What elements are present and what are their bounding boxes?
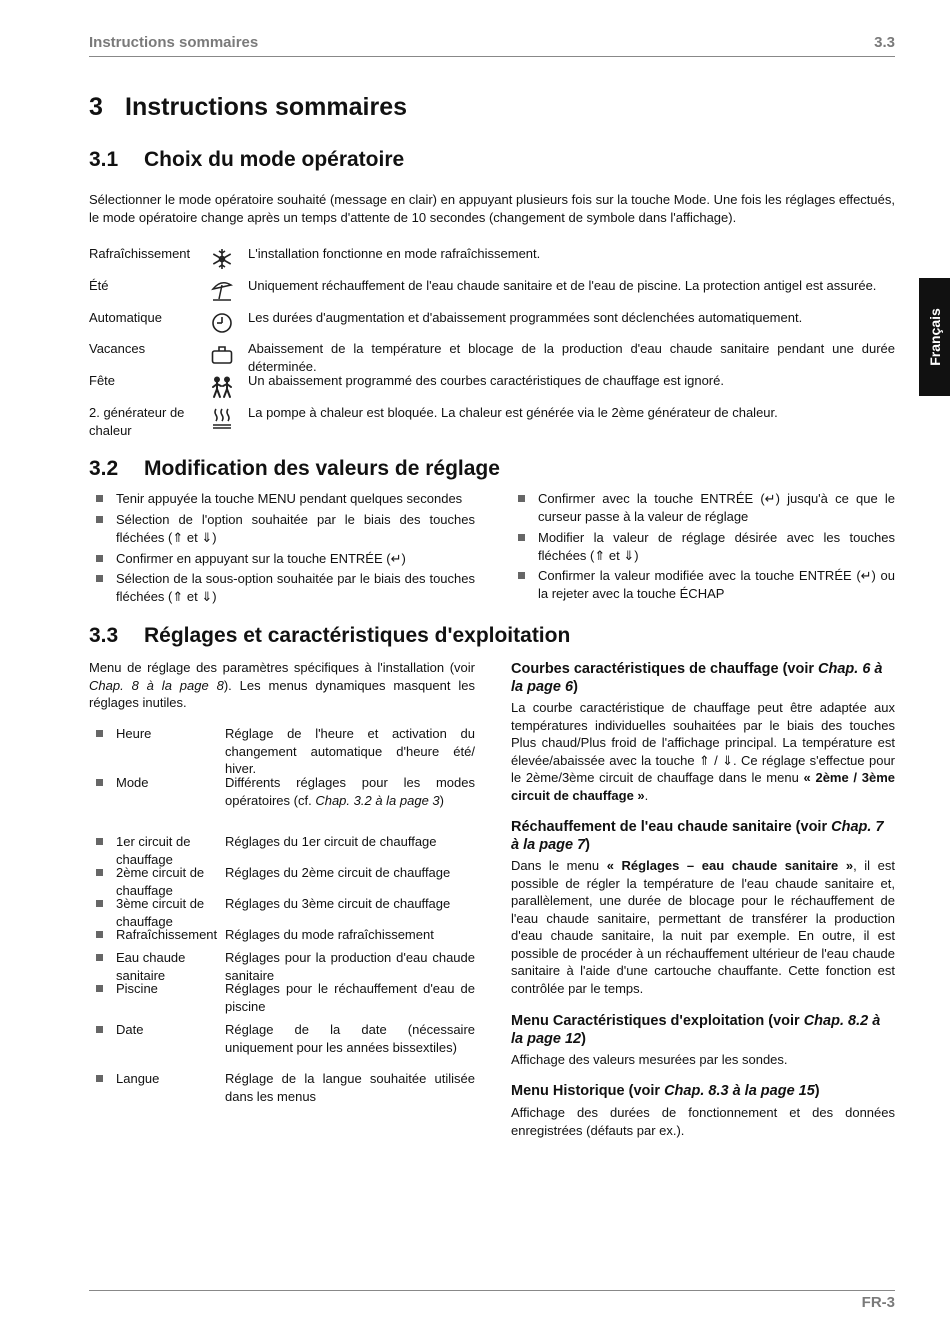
mode-label: Été bbox=[89, 278, 109, 293]
menu-label: Piscine bbox=[116, 981, 158, 996]
list-item: Confirmer en appuyant sur la touche ENTRÉE (↵) bbox=[116, 550, 475, 568]
menu-description: Réglage de la langue souhaitée utilisée dans les menus bbox=[225, 1071, 475, 1104]
mode-label: Fête bbox=[89, 373, 116, 388]
language-tab bbox=[919, 278, 950, 396]
umbrella-icon bbox=[210, 279, 234, 303]
mode-description: Les durées d'augmentation et d'abaissement programmées sont déclenchées automatiquement. bbox=[248, 310, 803, 325]
menu-description: Réglage de l'heure et activation du changement automatique d'heure été/ hiver. bbox=[225, 726, 475, 776]
running-header-title: Instructions sommaires bbox=[89, 34, 259, 51]
menu-label: 1er circuit de chauffage bbox=[116, 833, 216, 868]
subheading-exploitation: Menu Caractéristiques d'exploitation (voir Chap. 8.2 à la page 12) bbox=[511, 1013, 881, 1047]
party-icon bbox=[210, 376, 234, 400]
page-number: FR-3 bbox=[861, 1294, 895, 1311]
running-header-section: 3.3 bbox=[874, 34, 895, 51]
header-rule bbox=[89, 56, 895, 57]
cross-reference: Chap. 7 à la page 7 bbox=[511, 819, 884, 853]
menu-label: Date bbox=[116, 1022, 144, 1037]
cross-reference: Chap. 8 à la page 8 bbox=[89, 677, 224, 693]
menu-description: Réglages du mode rafraîchissement bbox=[225, 927, 434, 942]
mode-label: 2. générateur de chaleur bbox=[89, 405, 185, 438]
suitcase-icon bbox=[210, 343, 234, 367]
menu-label: 3ème circuit de chauffage bbox=[116, 895, 216, 930]
chapter-heading: 3 Instructions sommaires bbox=[89, 93, 408, 121]
list-item: Confirmer avec la touche ENTRÉE (↵) jusqu'à ce que le curseur passe à la valeur de réglage bbox=[538, 491, 895, 524]
menu-label: Langue bbox=[116, 1071, 160, 1086]
menu-description: Différents réglages pour les modes opératoires (cf. Chap. 3.2 à la page 3) bbox=[225, 775, 475, 808]
mode-label: Vacances bbox=[89, 341, 146, 356]
mode-description: Un abaissement programmé des courbes caractéristiques de chauffage est ignoré. bbox=[248, 373, 724, 388]
mode-description: Abaissement de la température et blocage de la production d'eau chaude sanitaire pendant une durée déterminée. bbox=[248, 341, 895, 374]
mode-description: La pompe à chaleur est bloquée. La chaleur est générée via le 2ème générateur de chaleur. bbox=[248, 405, 778, 420]
list-item: Tenir appuyée la touche MENU pendant quelques secondes bbox=[116, 490, 475, 508]
language-tab-label: Français bbox=[926, 308, 943, 366]
menu-description: Réglages pour la production d'eau chaude sanitaire bbox=[225, 950, 475, 983]
menu-label: Heure bbox=[116, 726, 152, 741]
menu-description: Réglages du 2ème circuit de chauffage bbox=[225, 865, 451, 880]
subheading-rechauffement: Réchauffement de l'eau chaude sanitaire (voir Chap. 7 à la page 7) bbox=[511, 819, 884, 853]
mode-label: Rafraîchissement bbox=[89, 246, 191, 261]
heat-generator-icon bbox=[210, 406, 234, 430]
snowflake-icon bbox=[210, 247, 234, 271]
menu-label: 2ème circuit de chauffage bbox=[116, 864, 216, 899]
clock-icon bbox=[210, 311, 234, 335]
menu-description: Réglages du 1er circuit de chauffage bbox=[225, 834, 437, 849]
cross-reference: Chap. 8.2 à la page 12 bbox=[511, 1013, 881, 1047]
section-3-3-heading: 3.3 Réglages et caractéristiques d'exploitation bbox=[89, 624, 571, 647]
cross-reference: Chap. 6 à la page 6 bbox=[511, 661, 883, 695]
list-item: Sélection de la sous-option souhaitée par le biais des touches fléchées (⇑ et ⇓) bbox=[116, 571, 475, 604]
menu-label: Mode bbox=[116, 775, 149, 790]
mode-label: Automatique bbox=[89, 310, 162, 325]
paragraph-exploitation: Affichage des valeurs mesurées par les sondes. bbox=[511, 1052, 788, 1067]
paragraph-historique: Affichage des durées de fonctionnement et des données enregistrées (défauts par ex.). bbox=[511, 1105, 895, 1138]
section-3-3-intro: Menu de réglage des paramètres spécifiques à l'installation (voir Chap. 8 à la page 8). Les menus dynamiques masquent les réglages inutiles. bbox=[89, 660, 475, 710]
menu-description: Réglage de la date (nécessaire uniquement pour les années bissextiles) bbox=[225, 1022, 475, 1055]
list-item: Sélection de l'option souhaitée par le biais des touches fléchées (⇑ et ⇓) bbox=[116, 512, 475, 545]
cross-reference: Chap. 3.2 à la page 3 bbox=[315, 792, 440, 808]
mode-description: Uniquement réchauffement de l'eau chaude sanitaire et de l'eau de piscine. La protection antigel est assurée. bbox=[248, 278, 877, 293]
menu-label: Eau chaude sanitaire bbox=[116, 949, 206, 984]
section-3-2-heading: 3.2 Modification des valeurs de réglage bbox=[89, 457, 500, 480]
list-item: Confirmer la valeur modifiée avec la touche ENTRÉE (↵) ou la rejeter avec la touche ÉCHAP bbox=[538, 568, 895, 601]
footer-rule bbox=[89, 1290, 895, 1291]
section-3-1-intro: Sélectionner le mode opératoire souhaité (message en clair) en appuyant plusieurs fois sur la touche Mode. Une fois les réglages effectués, le mode opératoire change après un temps d'attente de 10 secondes (changement de symbole dans l'affichage). bbox=[89, 192, 895, 225]
paragraph-rechauffement: Dans le menu « Réglages – eau chaude sanitaire », il est possible de régler la température de l'eau chaude sanitaire et, parallèlement, une durée de blocage pour le réchauffement de l'eau chaude sanitaire, permettant de transférer la production d'eau chaude sanitaire, la nuit par exemple. En outre, il est possible de procéder à un réchauffement ultérieur de l'eau chaude sanitaire à l'aide d'une cartouche chauffante. Cette fonction est contrôlée par le temps. bbox=[511, 858, 895, 996]
menu-label: Rafraîchissement bbox=[116, 927, 218, 942]
subheading-courbes: Courbes caractéristiques de chauffage (voir Chap. 6 à la page 6) bbox=[511, 661, 883, 695]
cross-reference: Chap. 8.3 à la page 15 bbox=[664, 1083, 815, 1099]
section-3-1-heading: 3.1 Choix du mode opératoire bbox=[89, 148, 405, 171]
list-item: Modifier la valeur de réglage désirée avec les touches fléchées (⇑ et ⇓) bbox=[538, 530, 895, 563]
paragraph-courbes: La courbe caractéristique de chauffage peut être adaptée aux températures individuelles souhaitées par le biais des touches Plus chaud/Plus froid de l'affichage principal. La température est élevée/abaissée avec la touche ⇑ / ⇓. Ce réglage s'effectue pour le 2ème/3ème circuit de chauffage dans le menu « 2ème / 3ème circuit de chauffage ». bbox=[511, 700, 895, 803]
mode-description: L'installation fonctionne en mode rafraîchissement. bbox=[248, 246, 541, 261]
menu-description: Réglages pour le réchauffement d'eau de piscine bbox=[225, 981, 475, 1014]
subheading-historique: Menu Historique (voir Chap. 8.3 à la page 15) bbox=[511, 1083, 820, 1099]
menu-description: Réglages du 3ème circuit de chauffage bbox=[225, 896, 451, 911]
